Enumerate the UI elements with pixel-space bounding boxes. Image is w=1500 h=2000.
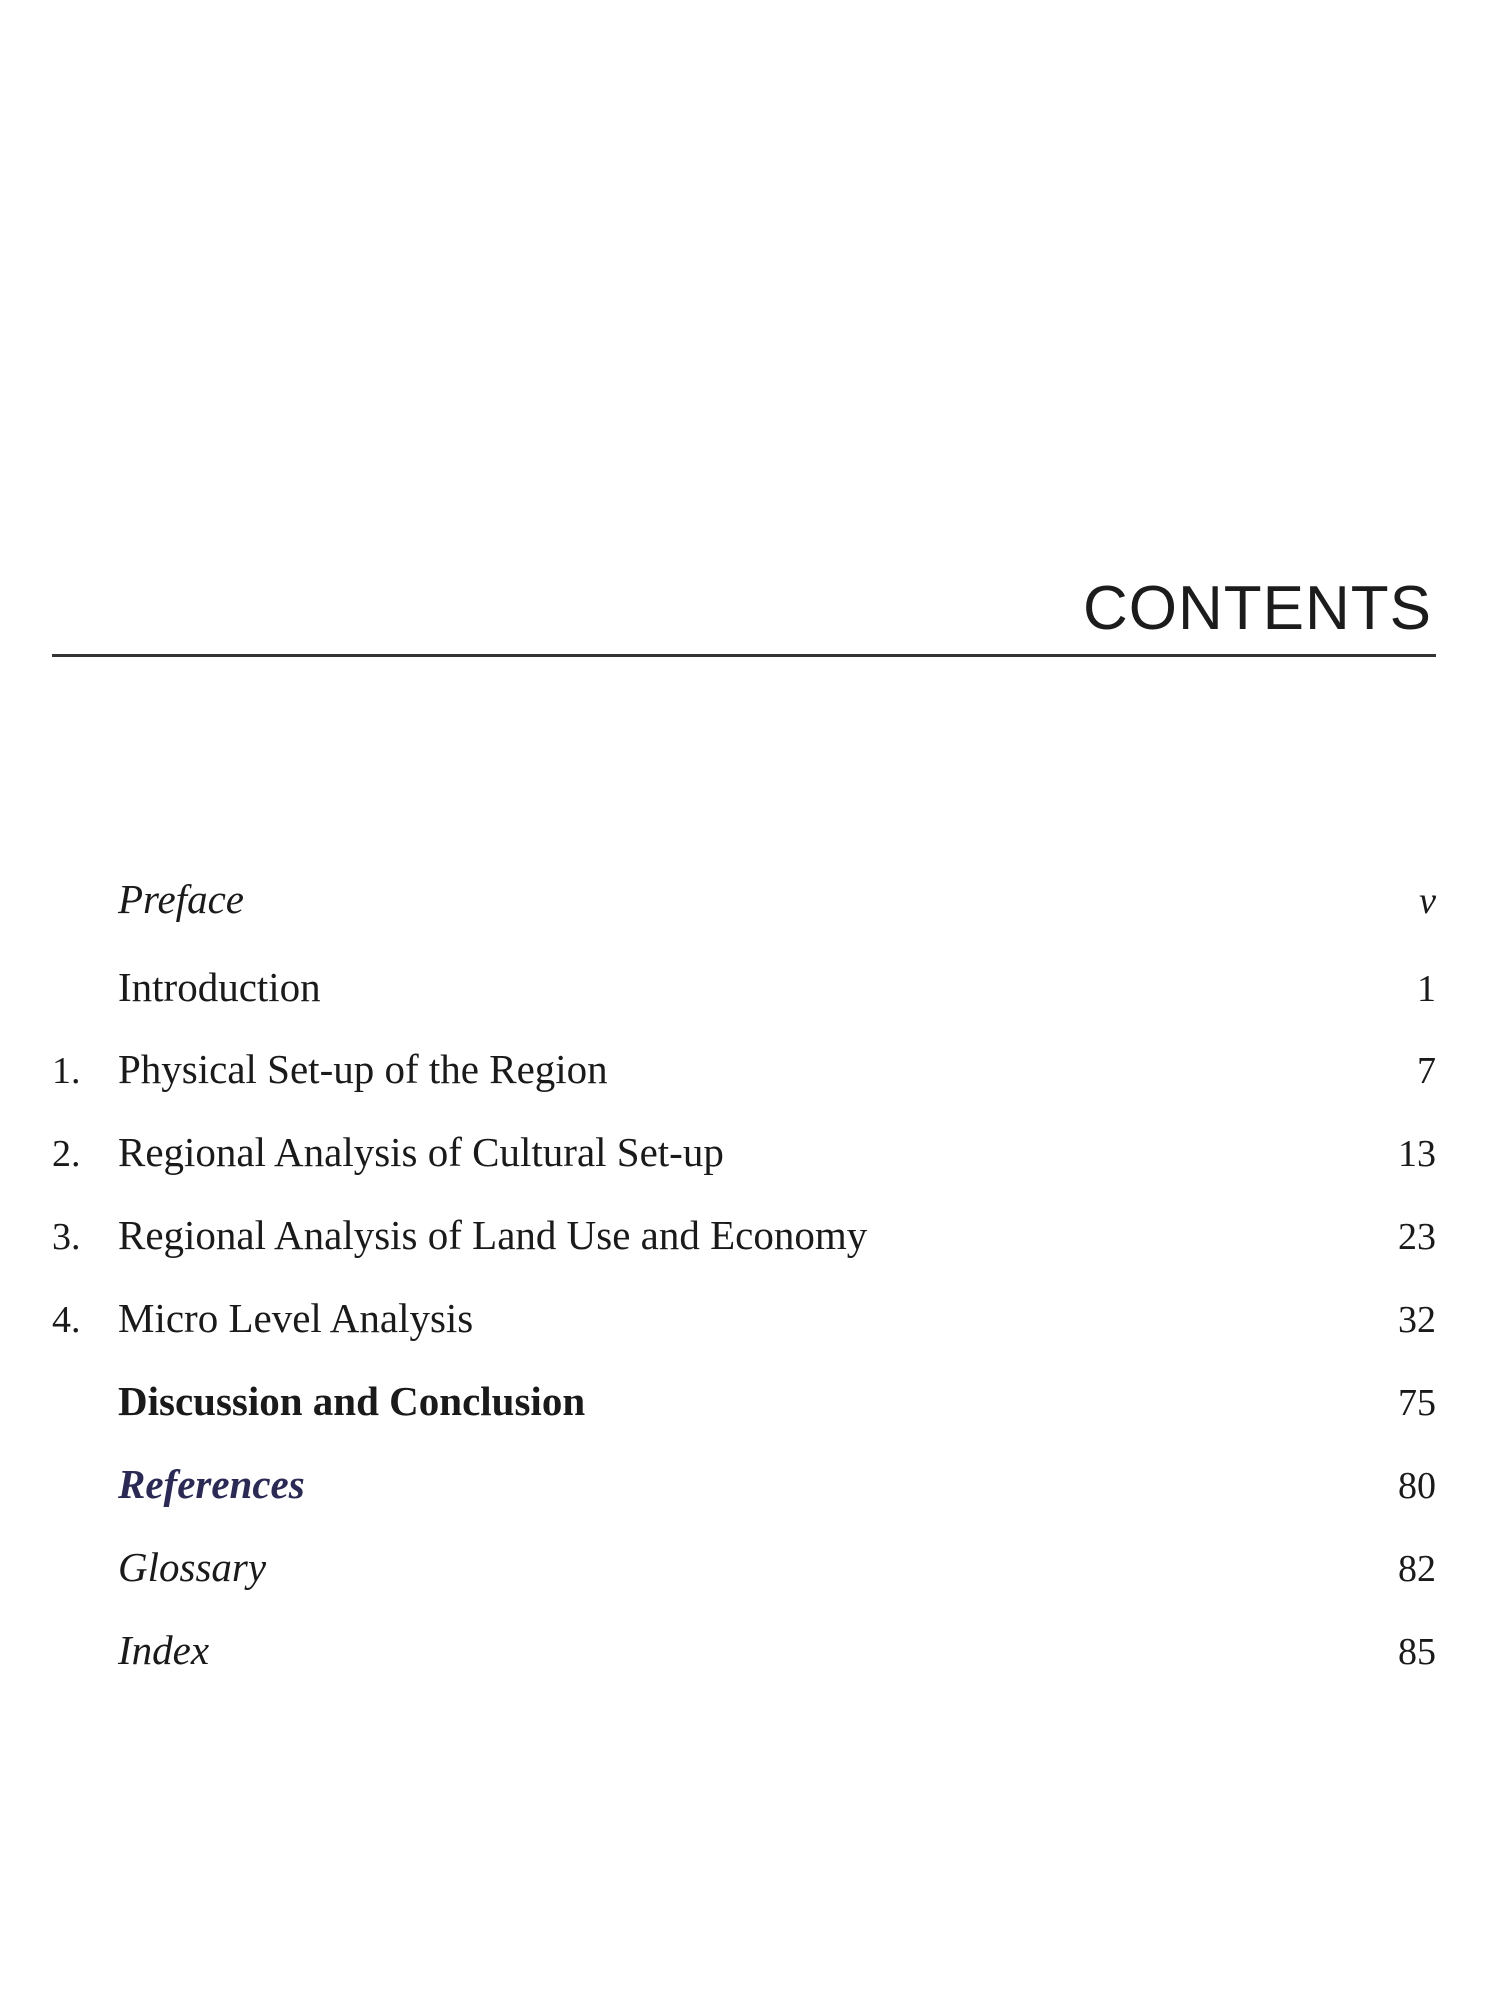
toc-entry-preface [52, 860, 1436, 920]
toc-entry-title: Index [118, 1627, 210, 1673]
toc-entry-number: 2. [52, 1133, 81, 1175]
toc-entry-title: Preface [118, 876, 244, 922]
toc-entry-page: v [1419, 880, 1436, 922]
toc-entry-number: 3. [52, 1216, 81, 1258]
toc-entry-number: 4. [52, 1299, 81, 1341]
contents-heading: CONTENTS [1083, 574, 1432, 643]
toc-entry-chapter-1 [52, 1030, 1436, 1090]
toc-entry-page: 82 [1398, 1548, 1436, 1590]
toc-entry-title: Micro Level Analysis [118, 1295, 474, 1341]
toc-entry-title: Introduction [118, 964, 321, 1010]
toc-entry-page: 13 [1398, 1133, 1436, 1175]
toc-entry-introduction [52, 948, 1436, 1008]
toc-entry-title: Discussion and Conclusion [118, 1378, 586, 1424]
toc-entry-page: 85 [1398, 1631, 1436, 1673]
toc-entry-title: References [118, 1461, 305, 1507]
toc-entry-page: 32 [1398, 1299, 1436, 1341]
toc-entry-number: 1. [52, 1050, 81, 1092]
toc-entry-discussion [52, 1362, 1436, 1422]
toc-entry-page: 80 [1398, 1465, 1436, 1507]
toc-entry-title: Physical Set-up of the Region [118, 1046, 608, 1092]
toc-entry-title: Regional Analysis of Cultural Set-up [118, 1129, 724, 1175]
toc-entry-chapter-3 [52, 1196, 1436, 1256]
toc-entry-title: Glossary [118, 1544, 267, 1590]
toc-entry-index [52, 1611, 1436, 1671]
toc-entry-glossary [52, 1528, 1436, 1588]
toc-entry-references [52, 1445, 1436, 1505]
toc-entry-page: 1 [1417, 968, 1436, 1010]
toc-entry-chapter-2 [52, 1113, 1436, 1173]
toc-entry-title: Regional Analysis of Land Use and Economy [118, 1212, 868, 1258]
toc-entry-page: 23 [1398, 1216, 1436, 1258]
toc-entry-page: 7 [1417, 1050, 1436, 1092]
toc-entry-chapter-4 [52, 1279, 1436, 1339]
toc-entry-page: 75 [1398, 1382, 1436, 1424]
